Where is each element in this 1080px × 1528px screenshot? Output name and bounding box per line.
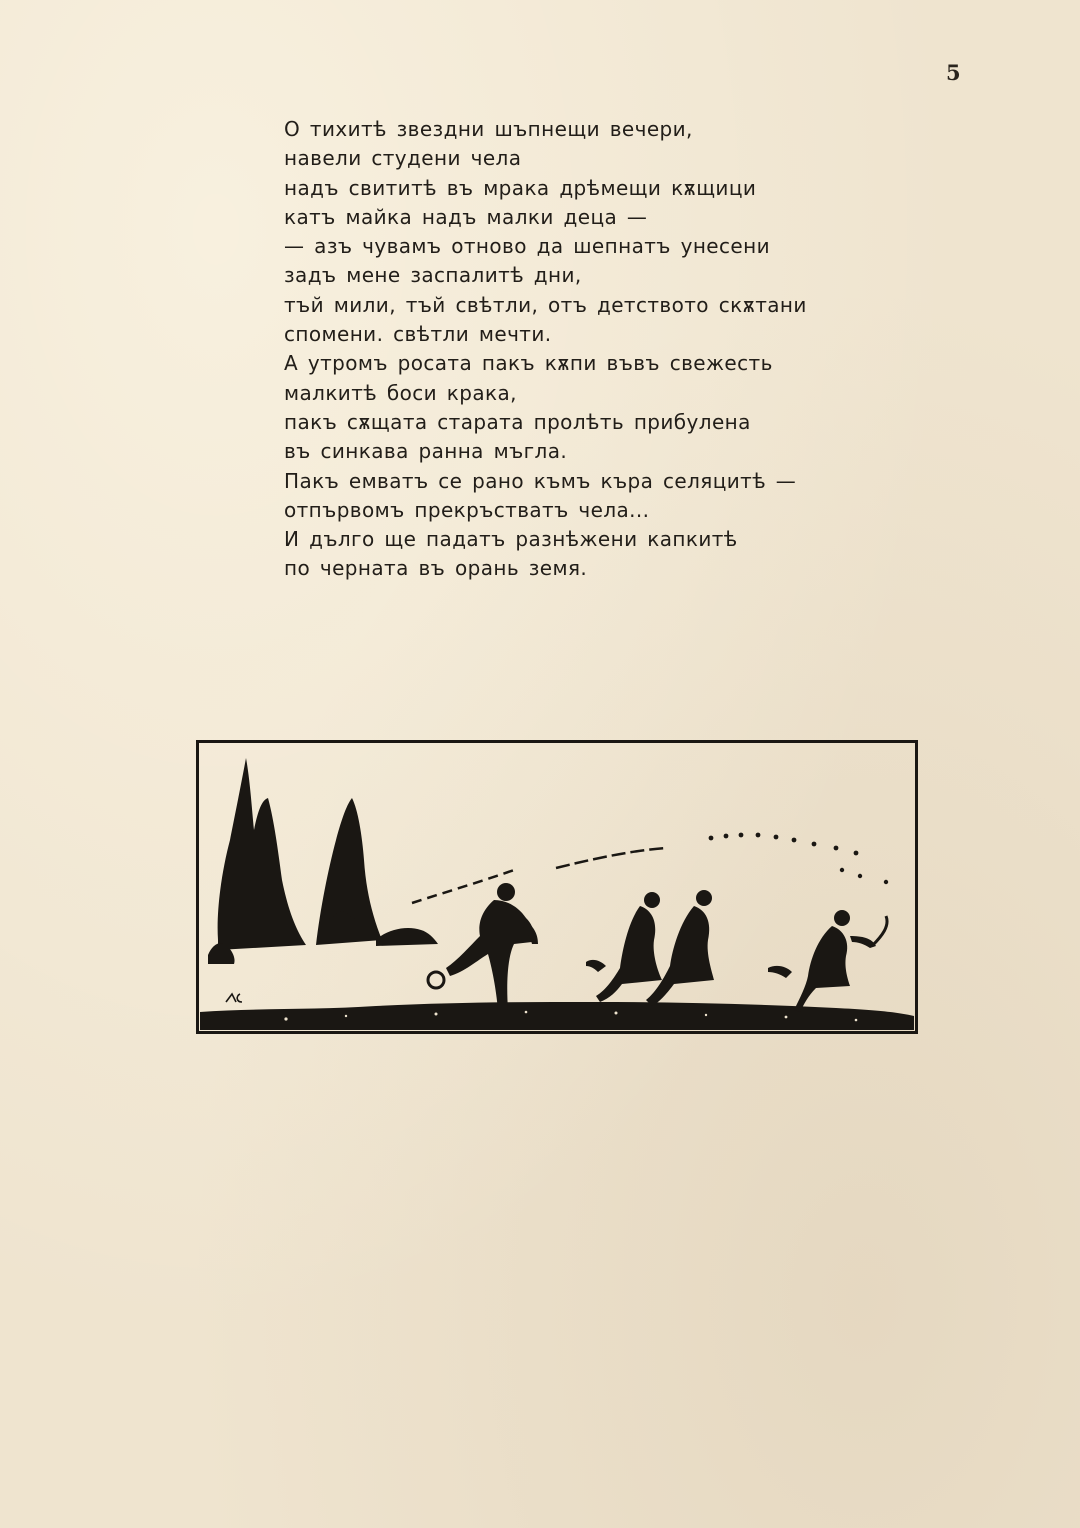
silhouette-svg <box>196 740 918 1034</box>
running-man-figure <box>428 883 538 1010</box>
poem-line: тъй мили, тъй свѣтли, отъ детството скѫтани <box>284 292 807 317</box>
page-number: 5 <box>946 60 961 85</box>
poem-line: въ синкава ранна мъгла. <box>284 439 568 464</box>
poem-line: — азъ чувамъ отново да шепнатъ унесени <box>284 234 770 259</box>
poem-line: пакъ сѫщата старата пролѣть прибулена <box>284 409 751 434</box>
poem-line: О тихитѣ звездни шъпнещи вечери, <box>284 117 693 141</box>
poem-line: Пакъ емватъ се рано къмъ къра селяцитѣ — <box>284 468 797 493</box>
silhouette-illustration <box>196 740 918 1034</box>
running-girl-figure <box>768 910 887 1012</box>
running-women-figures <box>586 890 714 1006</box>
poem <box>284 115 844 584</box>
poem-line: по черната въ орань земя. <box>284 556 588 581</box>
poem-line: малкитѣ боси крака, <box>284 380 517 405</box>
poem-line: задъ мене заспалитѣ дни, <box>284 263 582 288</box>
poem-line: отпървомъ прекръстватъ чела... <box>284 497 650 522</box>
artist-signature <box>226 994 242 1002</box>
poem-line: И дълго ще падатъ разнѣжени капкитѣ <box>284 527 738 552</box>
ground <box>200 1002 914 1030</box>
poem-line: А утромъ росата пакъ кѫпи въвъ свежесть <box>284 351 773 376</box>
poem-line: навели студени чела <box>284 146 522 171</box>
poem-line: надъ свититѣ въ мрака дрѣмещи кѫщици <box>284 175 757 200</box>
cypress-trees <box>208 758 438 964</box>
poem-line: спомени. свѣтли мечти. <box>284 322 552 347</box>
poem-line: катъ майка надъ малки деца — <box>284 204 648 229</box>
